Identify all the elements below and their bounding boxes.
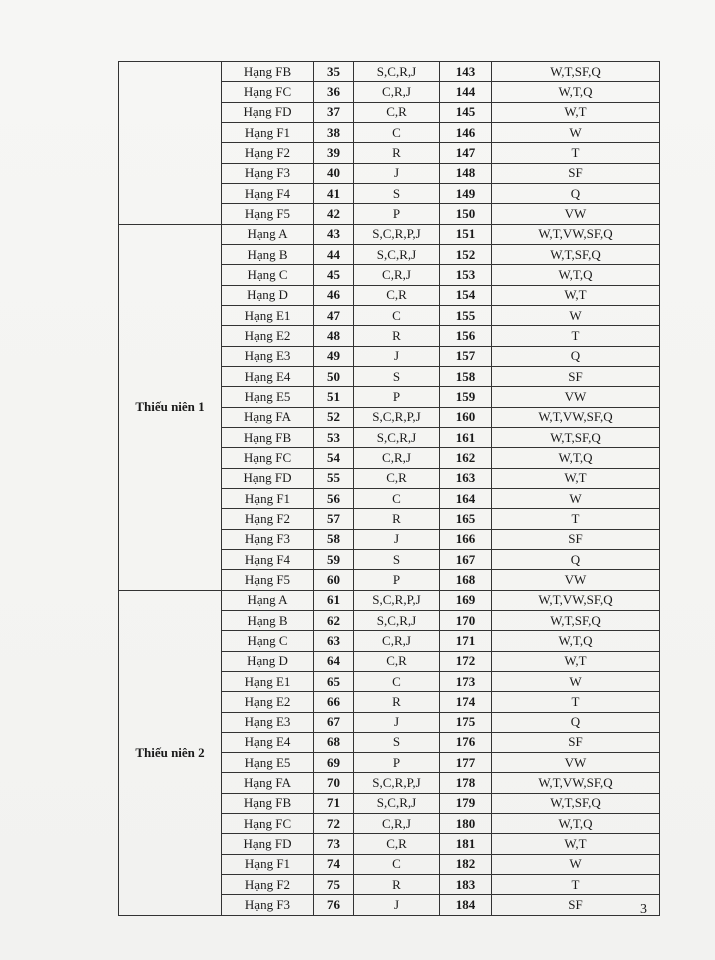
codes-2-cell: W,T,Q xyxy=(492,814,660,834)
codes-cell: P xyxy=(354,387,440,407)
event-number-cell: 43 xyxy=(314,224,354,244)
codes-2-cell: W,T xyxy=(492,834,660,854)
table-row xyxy=(119,590,660,610)
codes-2-cell: W,T,VW,SF,Q xyxy=(492,590,660,610)
table-row xyxy=(119,224,660,244)
codes-cell: C,R,J xyxy=(354,82,440,102)
event-number-cell: 35 xyxy=(314,62,354,82)
codes-2-cell: VW xyxy=(492,570,660,590)
codes-cell: C,R xyxy=(354,651,440,671)
codes-2-cell: T xyxy=(492,509,660,529)
rank-cell: Hạng F2 xyxy=(222,509,314,529)
rank-cell: Hạng FD xyxy=(222,468,314,488)
rank-cell: Hạng E4 xyxy=(222,366,314,386)
event-number-2-cell: 168 xyxy=(440,570,492,590)
event-number-cell: 74 xyxy=(314,854,354,874)
codes-cell: R xyxy=(354,143,440,163)
codes-cell: C xyxy=(354,122,440,142)
event-number-2-cell: 150 xyxy=(440,204,492,224)
event-number-2-cell: 174 xyxy=(440,692,492,712)
event-number-cell: 60 xyxy=(314,570,354,590)
event-number-2-cell: 146 xyxy=(440,122,492,142)
codes-cell: S,C,R,P,J xyxy=(354,407,440,427)
event-number-cell: 59 xyxy=(314,549,354,569)
rank-cell: Hạng E1 xyxy=(222,671,314,691)
event-number-2-cell: 160 xyxy=(440,407,492,427)
codes-2-cell: T xyxy=(492,875,660,895)
codes-2-cell: SF xyxy=(492,163,660,183)
rank-cell: Hạng A xyxy=(222,224,314,244)
rank-cell: Hạng FA xyxy=(222,773,314,793)
event-number-cell: 70 xyxy=(314,773,354,793)
codes-2-cell: VW xyxy=(492,753,660,773)
rank-cell: Hạng FB xyxy=(222,62,314,82)
event-number-2-cell: 165 xyxy=(440,509,492,529)
codes-cell: S xyxy=(354,183,440,203)
codes-2-cell: W,T xyxy=(492,285,660,305)
event-number-cell: 65 xyxy=(314,671,354,691)
event-number-2-cell: 152 xyxy=(440,244,492,264)
codes-cell: J xyxy=(354,529,440,549)
codes-cell: P xyxy=(354,204,440,224)
codes-cell: S,C,R,J xyxy=(354,244,440,264)
event-number-2-cell: 156 xyxy=(440,326,492,346)
rank-cell: Hạng F3 xyxy=(222,163,314,183)
event-number-cell: 44 xyxy=(314,244,354,264)
event-number-2-cell: 167 xyxy=(440,549,492,569)
codes-cell: C xyxy=(354,305,440,325)
event-number-cell: 71 xyxy=(314,793,354,813)
event-number-cell: 73 xyxy=(314,834,354,854)
codes-cell: R xyxy=(354,509,440,529)
event-number-cell: 64 xyxy=(314,651,354,671)
event-number-cell: 68 xyxy=(314,732,354,752)
table-row xyxy=(119,62,660,82)
rank-cell: Hạng F5 xyxy=(222,570,314,590)
rank-cell: Hạng FC xyxy=(222,82,314,102)
rank-cell: Hạng E1 xyxy=(222,305,314,325)
event-number-2-cell: 175 xyxy=(440,712,492,732)
event-number-cell: 69 xyxy=(314,753,354,773)
rank-cell: Hạng A xyxy=(222,590,314,610)
codes-cell: S,C,R,P,J xyxy=(354,224,440,244)
codes-2-cell: W xyxy=(492,122,660,142)
codes-2-cell: W,T,Q xyxy=(492,448,660,468)
codes-2-cell: W,T,VW,SF,Q xyxy=(492,224,660,244)
event-number-2-cell: 149 xyxy=(440,183,492,203)
codes-2-cell: W,T,SF,Q xyxy=(492,793,660,813)
rank-cell: Hạng FA xyxy=(222,407,314,427)
event-number-cell: 40 xyxy=(314,163,354,183)
group-label: Thiếu niên 2 xyxy=(119,590,222,915)
codes-2-cell: W xyxy=(492,305,660,325)
event-number-2-cell: 172 xyxy=(440,651,492,671)
codes-2-cell: W,T,Q xyxy=(492,265,660,285)
codes-2-cell: T xyxy=(492,143,660,163)
rank-cell: Hạng F4 xyxy=(222,549,314,569)
codes-2-cell: Q xyxy=(492,346,660,366)
rank-cell: Hạng B xyxy=(222,244,314,264)
codes-2-cell: T xyxy=(492,326,660,346)
event-number-cell: 46 xyxy=(314,285,354,305)
event-number-2-cell: 166 xyxy=(440,529,492,549)
rank-cell: Hạng F1 xyxy=(222,122,314,142)
codes-cell: S,C,R,J xyxy=(354,610,440,630)
event-number-cell: 49 xyxy=(314,346,354,366)
event-number-cell: 38 xyxy=(314,122,354,142)
codes-cell: S xyxy=(354,732,440,752)
event-number-2-cell: 177 xyxy=(440,753,492,773)
codes-cell: C xyxy=(354,854,440,874)
rank-cell: Hạng E5 xyxy=(222,753,314,773)
event-number-2-cell: 161 xyxy=(440,427,492,447)
codes-cell: J xyxy=(354,346,440,366)
codes-cell: S xyxy=(354,366,440,386)
event-number-2-cell: 176 xyxy=(440,732,492,752)
codes-2-cell: VW xyxy=(492,387,660,407)
codes-2-cell: W,T xyxy=(492,651,660,671)
codes-cell: S,C,R,J xyxy=(354,793,440,813)
event-number-2-cell: 164 xyxy=(440,488,492,508)
event-number-cell: 42 xyxy=(314,204,354,224)
event-number-2-cell: 158 xyxy=(440,366,492,386)
event-number-2-cell: 157 xyxy=(440,346,492,366)
codes-cell: S,C,R,J xyxy=(354,62,440,82)
rank-cell: Hạng F3 xyxy=(222,529,314,549)
codes-2-cell: SF xyxy=(492,366,660,386)
rank-cell: Hạng C xyxy=(222,265,314,285)
codes-2-cell: W,T,SF,Q xyxy=(492,610,660,630)
event-number-2-cell: 183 xyxy=(440,875,492,895)
event-number-cell: 47 xyxy=(314,305,354,325)
codes-cell: C,R xyxy=(354,285,440,305)
rank-cell: Hạng E2 xyxy=(222,326,314,346)
codes-cell: C,R,J xyxy=(354,265,440,285)
codes-2-cell: SF xyxy=(492,732,660,752)
rank-cell: Hạng FC xyxy=(222,448,314,468)
rank-cell: Hạng E2 xyxy=(222,692,314,712)
codes-cell: C,R,J xyxy=(354,631,440,651)
codes-cell: C xyxy=(354,488,440,508)
rank-cell: Hạng C xyxy=(222,631,314,651)
event-number-2-cell: 184 xyxy=(440,895,492,915)
rank-cell: Hạng B xyxy=(222,610,314,630)
event-number-cell: 53 xyxy=(314,427,354,447)
event-number-cell: 57 xyxy=(314,509,354,529)
rank-cell: Hạng E3 xyxy=(222,712,314,732)
codes-cell: C,R xyxy=(354,468,440,488)
codes-cell: R xyxy=(354,692,440,712)
codes-2-cell: W,T xyxy=(492,102,660,122)
rank-cell: Hạng E5 xyxy=(222,387,314,407)
event-number-2-cell: 181 xyxy=(440,834,492,854)
group-label xyxy=(119,62,222,225)
event-number-2-cell: 178 xyxy=(440,773,492,793)
codes-2-cell: VW xyxy=(492,204,660,224)
codes-2-cell: W,T,Q xyxy=(492,82,660,102)
ranking-table xyxy=(118,61,660,916)
codes-cell: C,R,J xyxy=(354,448,440,468)
rank-cell: Hạng D xyxy=(222,651,314,671)
event-number-cell: 51 xyxy=(314,387,354,407)
event-number-2-cell: 155 xyxy=(440,305,492,325)
event-number-2-cell: 182 xyxy=(440,854,492,874)
event-number-cell: 54 xyxy=(314,448,354,468)
codes-cell: C,R xyxy=(354,102,440,122)
codes-2-cell: W,T,SF,Q xyxy=(492,244,660,264)
event-number-cell: 55 xyxy=(314,468,354,488)
codes-cell: J xyxy=(354,712,440,732)
codes-2-cell: W,T,SF,Q xyxy=(492,62,660,82)
codes-cell: J xyxy=(354,895,440,915)
event-number-2-cell: 169 xyxy=(440,590,492,610)
codes-cell: S xyxy=(354,549,440,569)
rank-cell: Hạng F1 xyxy=(222,488,314,508)
codes-2-cell: W,T xyxy=(492,468,660,488)
codes-cell: P xyxy=(354,753,440,773)
event-number-cell: 52 xyxy=(314,407,354,427)
event-number-cell: 76 xyxy=(314,895,354,915)
event-number-2-cell: 170 xyxy=(440,610,492,630)
event-number-cell: 56 xyxy=(314,488,354,508)
codes-cell: S,C,R,P,J xyxy=(354,590,440,610)
event-number-2-cell: 153 xyxy=(440,265,492,285)
event-number-2-cell: 173 xyxy=(440,671,492,691)
event-number-2-cell: 180 xyxy=(440,814,492,834)
codes-cell: P xyxy=(354,570,440,590)
event-number-2-cell: 145 xyxy=(440,102,492,122)
codes-cell: C xyxy=(354,671,440,691)
event-number-2-cell: 154 xyxy=(440,285,492,305)
codes-2-cell: W,T,VW,SF,Q xyxy=(492,773,660,793)
event-number-cell: 36 xyxy=(314,82,354,102)
table-body xyxy=(119,62,660,916)
group-label: Thiếu niên 1 xyxy=(119,224,222,590)
codes-2-cell: SF xyxy=(492,895,660,915)
codes-2-cell: Q xyxy=(492,712,660,732)
rank-cell: Hạng F5 xyxy=(222,204,314,224)
rank-cell: Hạng FD xyxy=(222,102,314,122)
event-number-2-cell: 163 xyxy=(440,468,492,488)
event-number-cell: 41 xyxy=(314,183,354,203)
event-number-cell: 37 xyxy=(314,102,354,122)
event-number-cell: 63 xyxy=(314,631,354,651)
event-number-2-cell: 159 xyxy=(440,387,492,407)
event-number-2-cell: 144 xyxy=(440,82,492,102)
event-number-cell: 72 xyxy=(314,814,354,834)
event-number-2-cell: 151 xyxy=(440,224,492,244)
event-number-2-cell: 143 xyxy=(440,62,492,82)
event-number-cell: 39 xyxy=(314,143,354,163)
codes-cell: J xyxy=(354,163,440,183)
rank-cell: Hạng FC xyxy=(222,814,314,834)
rank-cell: Hạng F2 xyxy=(222,875,314,895)
event-number-2-cell: 179 xyxy=(440,793,492,813)
event-number-cell: 75 xyxy=(314,875,354,895)
codes-cell: R xyxy=(354,326,440,346)
rank-cell: Hạng D xyxy=(222,285,314,305)
rank-cell: Hạng FB xyxy=(222,793,314,813)
event-number-cell: 48 xyxy=(314,326,354,346)
codes-cell: R xyxy=(354,875,440,895)
codes-cell: C,R,J xyxy=(354,814,440,834)
rank-cell: Hạng F4 xyxy=(222,183,314,203)
rank-cell: Hạng E4 xyxy=(222,732,314,752)
event-number-cell: 61 xyxy=(314,590,354,610)
codes-2-cell: W,T,SF,Q xyxy=(492,427,660,447)
rank-cell: Hạng F2 xyxy=(222,143,314,163)
page-number: 3 xyxy=(640,902,647,917)
event-number-cell: 58 xyxy=(314,529,354,549)
event-number-cell: 50 xyxy=(314,366,354,386)
codes-2-cell: T xyxy=(492,692,660,712)
event-number-cell: 45 xyxy=(314,265,354,285)
codes-2-cell: W xyxy=(492,854,660,874)
event-number-cell: 66 xyxy=(314,692,354,712)
codes-2-cell: W,T,VW,SF,Q xyxy=(492,407,660,427)
rank-cell: Hạng FB xyxy=(222,427,314,447)
rank-cell: Hạng E3 xyxy=(222,346,314,366)
codes-2-cell: Q xyxy=(492,549,660,569)
codes-2-cell: W xyxy=(492,488,660,508)
rank-cell: Hạng F1 xyxy=(222,854,314,874)
event-number-cell: 67 xyxy=(314,712,354,732)
event-number-2-cell: 171 xyxy=(440,631,492,651)
codes-cell: S,C,R,P,J xyxy=(354,773,440,793)
codes-2-cell: W xyxy=(492,671,660,691)
event-number-2-cell: 147 xyxy=(440,143,492,163)
event-number-cell: 62 xyxy=(314,610,354,630)
rank-cell: Hạng FD xyxy=(222,834,314,854)
event-number-2-cell: 162 xyxy=(440,448,492,468)
event-number-2-cell: 148 xyxy=(440,163,492,183)
codes-2-cell: SF xyxy=(492,529,660,549)
rank-cell: Hạng F3 xyxy=(222,895,314,915)
codes-cell: C,R xyxy=(354,834,440,854)
codes-2-cell: W,T,Q xyxy=(492,631,660,651)
codes-2-cell: Q xyxy=(492,183,660,203)
codes-cell: S,C,R,J xyxy=(354,427,440,447)
